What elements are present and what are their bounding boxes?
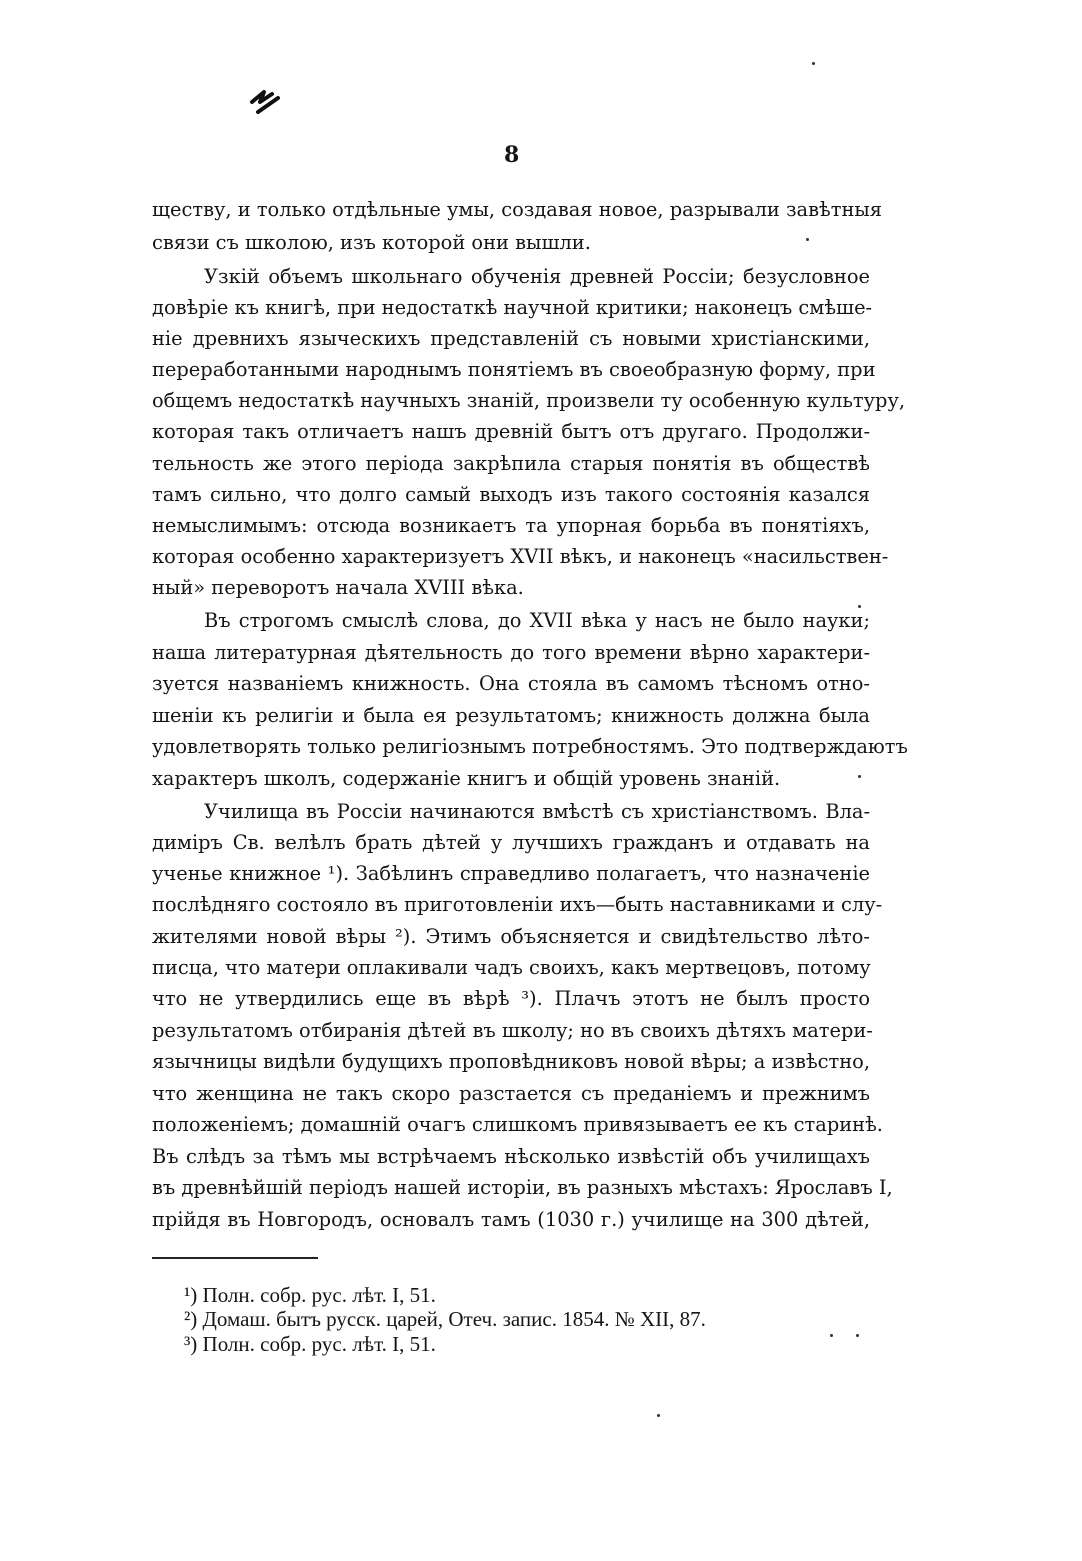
text-line: довѣріе къ книгѣ, при недостаткѣ научной критики; наконецъ смѣше- <box>152 296 873 319</box>
handwritten-mark-icon <box>248 86 284 120</box>
page-number: 8 <box>504 142 520 168</box>
text-line: которая особенно характеризуетъ XVII вѣкъ, и наконецъ «насильствен- <box>152 545 889 568</box>
text-line: писца, что матери оплакивали чадъ своихъ, какъ мертвецовъ, потому <box>152 956 871 979</box>
text-line: прійдя въ Новгородъ, основалъ тамъ (1030 г.) училище на 300 дѣтей, <box>152 1208 870 1231</box>
text-line: ученье книжное ¹). Забѣлинъ справедливо полагаетъ, что назначеніе <box>152 862 870 885</box>
text-line: характеръ школъ, содержаніе книгъ и общій уровень знаній. <box>152 767 781 790</box>
text-line: Училища въ Россіи начинаются вмѣстѣ съ христіанствомъ. Вла- <box>204 800 870 823</box>
text-line: Въ слѣдъ за тѣмъ мы встрѣчаемъ нѣсколько извѣстій объ училищахъ <box>152 1145 870 1168</box>
text-line: Въ строгомъ смыслѣ слова, до XVII вѣка у насъ не было науки; <box>204 609 870 632</box>
text-line: диміръ Св. велѣлъ брать дѣтей у лучшихъ гражданъ и отдавать на <box>152 831 870 854</box>
text-line: Узкій объемъ школьнаго обученія древней Россіи; безусловное <box>204 265 870 288</box>
text-line: немыслимымъ: отсюда возникаетъ та упорная борьба въ понятіяхъ, <box>152 514 870 537</box>
footnote: ¹) Полн. собр. рус. лѣт. I, 51. <box>184 1283 436 1307</box>
text-line: связи съ школою, изъ которой они вышли. <box>152 231 591 254</box>
text-line: что женщина не такъ скоро разстается съ преданіемъ и прежнимъ <box>152 1082 870 1105</box>
scan-speck <box>858 605 861 608</box>
scan-speck <box>858 775 861 778</box>
text-line: результатомъ отбиранія дѣтей въ школу; но въ своихъ дѣтяхъ матери- <box>152 1019 873 1042</box>
scan-speck <box>657 1414 660 1417</box>
text-line: ніе древнихъ языческихъ представленій съ новыми христіанскими, <box>152 327 870 350</box>
text-line: ществу, и только отдѣльные умы, создавая новое, разрывали завѣтныя <box>152 198 883 221</box>
text-line: наша литературная дѣятельность до того времени вѣрно характери- <box>152 641 870 664</box>
footnote-divider <box>152 1257 318 1259</box>
text-line: послѣдняго состояло въ приготовленіи ихъ—быть наставниками и слу- <box>152 893 883 916</box>
scan-speck <box>812 62 815 65</box>
footnote: ²) Домаш. бытъ русск. царей, Отеч. запис. 1854. № XII, 87. <box>184 1307 706 1331</box>
scan-speck <box>856 1334 859 1337</box>
text-line: ный» переворотъ начала XVIII вѣка. <box>152 576 524 599</box>
text-line: тельность же этого періода закрѣпила старыя понятія въ обществѣ <box>152 452 870 475</box>
footnote: ³) Полн. собр. рус. лѣт. I, 51. <box>184 1332 436 1356</box>
text-line: въ древнѣйшій періодъ нашей исторіи, въ разныхъ мѣстахъ: Ярославъ I, <box>152 1176 893 1199</box>
scan-speck <box>806 238 809 241</box>
text-line: зуется названіемъ книжность. Она стояла въ самомъ тѣсномъ отно- <box>152 672 870 695</box>
text-line: положеніемъ; домашній очагъ слишкомъ привязываетъ ее къ старинѣ. <box>152 1113 883 1136</box>
text-line: тамъ сильно, что долго самый выходъ изъ такого состоянія казался <box>152 483 870 506</box>
text-line: жителями новой вѣры ²). Этимъ объясняется и свидѣтельство лѣто- <box>152 925 870 948</box>
scan-speck <box>830 1334 833 1337</box>
text-line: которая такъ отличаетъ нашъ древній бытъ отъ другаго. Продолжи- <box>152 420 870 443</box>
text-line: общемъ недостаткѣ научныхъ знаній, произвели ту особенную культуру, <box>152 389 906 412</box>
text-line: шеніи къ религіи и была ея результатомъ; книжность должна была <box>152 704 870 727</box>
text-line: язычницы видѣли будущихъ проповѣдниковъ новой вѣры; а извѣстно, <box>152 1050 870 1073</box>
text-line: переработанными народнымъ понятіемъ въ своеобразную форму, при <box>152 358 876 381</box>
text-line: что не утвердились еще въ вѣрѣ ³). Плачъ этотъ не былъ просто <box>152 987 870 1010</box>
text-line: удовлетворять только религіознымъ потребностямъ. Это подтверждаютъ <box>152 735 908 758</box>
